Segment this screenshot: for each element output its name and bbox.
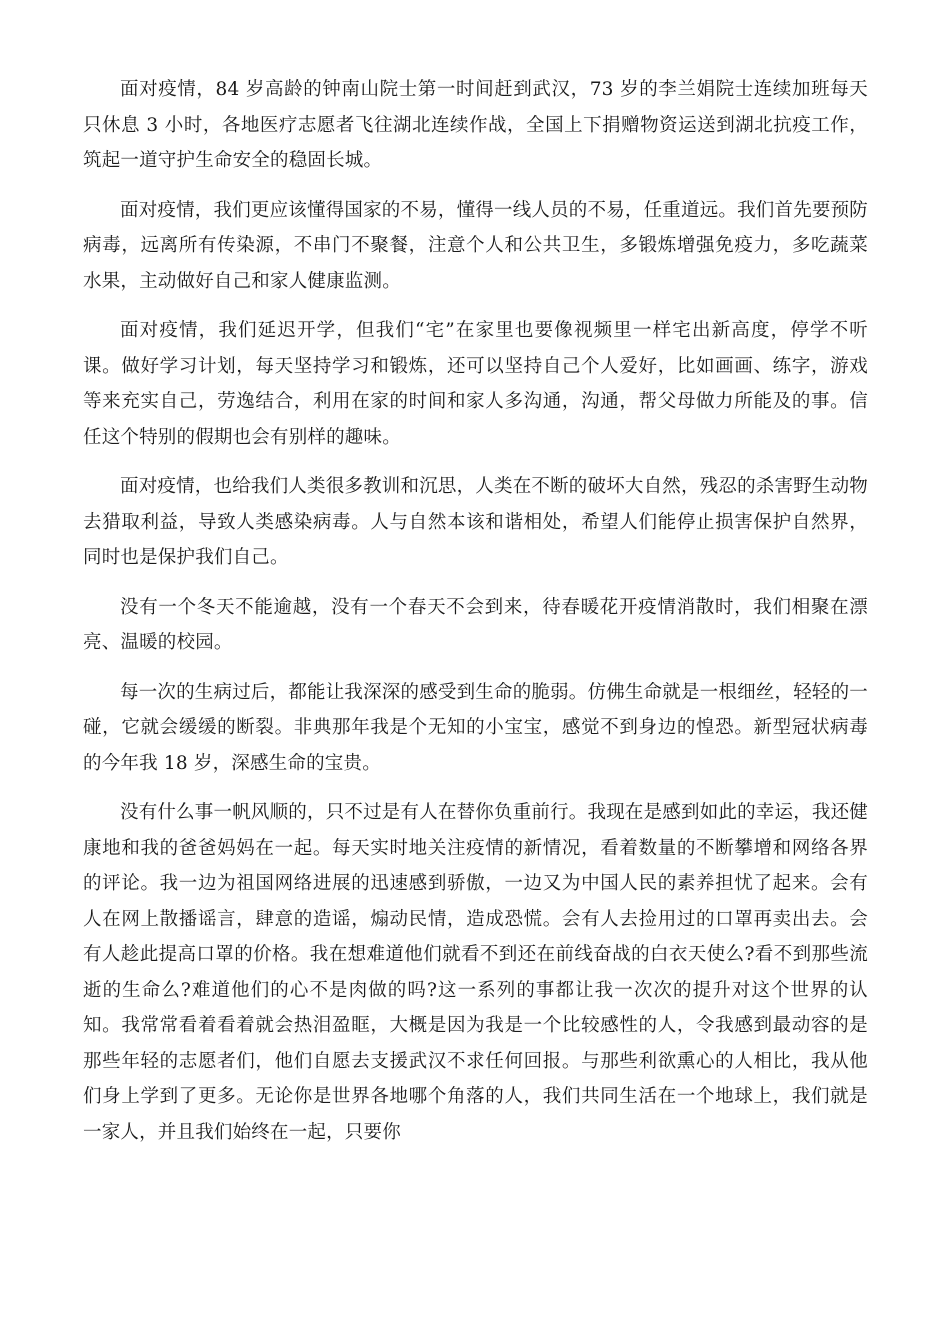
paragraph-3: 面对疫情，我们延迟开学，但我们“宅”在家里也要像视频里一样宅出新高度，停学不听课。做好学习计划，每天坚持学习和锻炼，还可以坚持自己个人爱好，比如画画、练字，游戏等来充实自己，劳逸结合，利用在家的时间和家人多沟通，沟通，帮父母做力所能及的事。信任这个特别的假期也会有别样的趣味。 [83,320,868,448]
paragraph-1: 面对疫情，84 岁高龄的钟南山院士第一时间赶到武汉，73 岁的李兰娟院士连续加班每天只休息 3 小时，各地医疗志愿者飞往湖北连续作战，全国上下捐赠物资运送到湖北抗疫工作，筑起一道守护生命安全的稳固长城。 [83,79,868,171]
document-page [83,72,868,1164]
paragraph-2: 面对疫情，我们更应该懂得国家的不易，懂得一线人员的不易，任重道远。我们首先要预防病毒，远离所有传染源，不串门不聚餐，注意个人和公共卫生，多锻炼增强免疫力，多吃蔬菜水果，主动做好自己和家人健康监测。 [83,199,869,292]
paragraph-6: 每一次的生病过后，都能让我深深的感受到生命的脆弱。仿佛生命就是一根细丝，轻轻的一碰，它就会缓缓的断裂。非典那年我是个无知的小宝宝，感觉不到身边的惶恐。新型冠状病毒的今年我 18 岁，深感生命的宝贵。 [83,681,869,774]
paragraph-5: 没有一个冬天不能逾越，没有一个春天不会到来，待春暖花开疫情消散时，我们相聚在漂亮、温暖的校园。 [83,596,868,653]
paragraph-7: 没有什么事一帆风顺的，只不过是有人在替你负重前行。我现在是感到如此的幸运，我还健康地和我的爸爸妈妈在一起。每天实时地关注疫情的新情况，看着数量的不断攀增和网络各界的评论。我一边为祖国网络进展的迅速感到骄傲，一边又为中国人民的素养担忧了起来。会有人在网上散播谣言，肆意的造谣，煽动民情，造成恐慌。会有人去捡用过的口罩再卖出去。会有人趁此提高口罩的价格。我在想难道他们就看不到还在前线奋战的白衣天使么?看不到那些流逝的生命么?难道他们的心不是肉做的吗?这一系列的事都让我一次次的提升对这个世界的认知。我常常看着看着就会热泪盈眶，大概是因为我是一个比较感性的人，令我感到最动容的是那些年轻的志愿者们，他们自愿去支援武汉不求任何回报。与那些利欲熏心的人相比，我从他们身上学到了更多。无论你是世界各地哪个角落的人，我们共同生活在一个地球上，我们就是一家人，并且我们始终在一起，只要你 [83,802,869,1143]
paragraph-4: 面对疫情，也给我们人类很多教训和沉思，人类在不断的破坏大自然，残忍的杀害野生动物去猎取利益，导致人类感染病毒。人与自然本该和谐相处，希望人们能停止损害保护自然界，同时也是保护我们自己。 [83,476,869,568]
